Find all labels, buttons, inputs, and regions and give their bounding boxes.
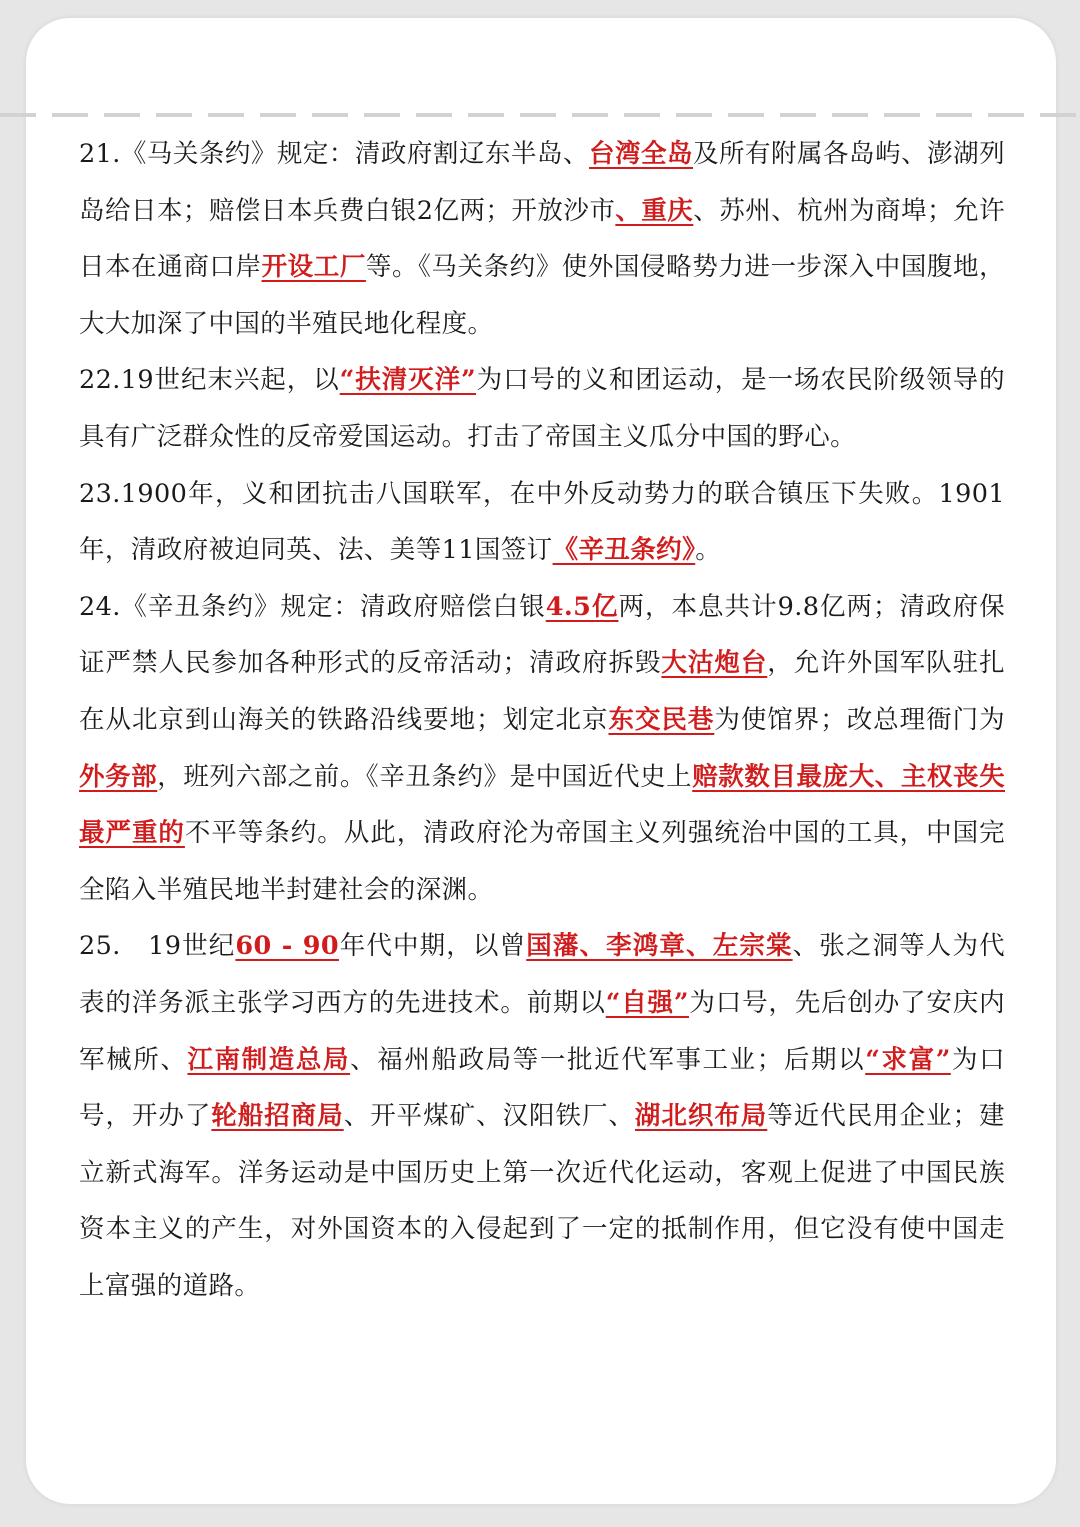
text-segment: 为口号的义和团运动，是一场农民阶级领导的具有广泛群众性的反帝爱国运动。打击了帝国主义瓜分中国的野心。 <box>79 365 1005 452</box>
text-segment: 23.1900年，义和团抗击八国联军，在中外反动势力的联合镇压下失败。1901 年，清政府被迫同英、法、美等11国签订 <box>79 478 1031 566</box>
text-segment: 为使馆界；改总理衙门为 <box>714 704 1005 735</box>
text-segment: 年代中期，以曾 <box>339 931 527 962</box>
text-segment: 21.《马关条约》规定：清政府割辽东半岛、 <box>79 139 589 169</box>
highlighted-term: 东交民巷 <box>608 704 715 735</box>
text-segment: ，允许外国军队驻扎在从北京到山海关的铁路沿线要地；划定北京 <box>79 648 1005 735</box>
text-segment: 等近代民用企业；建立新式海军。洋务运动是中国历史上第一次近代化运动，客观上促进了中国民族资本主义的产生，对外国资本的入侵起到了一定的抵制作用，但它没有使中国走上富强的道路。 <box>79 1101 1005 1301</box>
text-segment: 24.《辛丑条约》规定：清政府赔偿白银 <box>79 591 546 622</box>
text-segment: 22.19世纪末兴起，以 <box>79 365 340 396</box>
highlighted-term: 江南制造总局 <box>187 1044 351 1075</box>
highlighted-term: 国藩、李鸿章、左宗棠 <box>526 931 793 962</box>
text-segment: 不平等条约。从此，清政府沦为帝国主义列强统治中国的工具，中国完全陷入半殖民地半封建社会的深渊。 <box>79 818 1006 905</box>
highlighted-term: “求富” <box>865 1044 951 1075</box>
text-segment: 、福州船政局等一批近代军事工业；后期以 <box>350 1044 866 1075</box>
text-segment: 等。《马关条约》使外国侵略势力进一步深入中国腹地，大大加深了中国的半殖民地化程度。 <box>79 252 1005 339</box>
highlighted-term: 湖北织布局 <box>634 1101 768 1132</box>
text-segment: 两，本息共计9.8亿两；清政府保证严禁人民参加各种形式的反帝活动；清政府拆毁 <box>79 591 1005 679</box>
text-segment: ，班列六部之前。《辛丑条约》是中国近代史上 <box>157 761 693 792</box>
paragraph-23 <box>79 466 1031 579</box>
paragraph-24 <box>79 579 1005 919</box>
highlighted-term: 外务部 <box>79 761 158 792</box>
dashed-divider <box>0 113 1080 117</box>
text-segment: 为口号，先后创办了安庆内军械所、 <box>79 987 1005 1075</box>
highlighted-term: 开设工厂 <box>261 252 366 283</box>
text-segment: 25. 19世纪 <box>79 931 236 962</box>
paragraph-21 <box>79 126 1005 352</box>
paragraph-22 <box>79 352 1005 465</box>
highlighted-term: 、重庆 <box>615 195 694 226</box>
highlighted-term: 60 - 90 <box>235 931 339 962</box>
highlighted-term: 台湾全岛 <box>588 139 694 169</box>
text-segment: 、张之洞等人为代表的洋务派主张学习西方的先进技术。前期以 <box>79 931 1005 1018</box>
text-segment: 为口号，开办了 <box>79 1044 1006 1132</box>
highlighted-term: “扶清灭洋” <box>339 365 477 396</box>
text-segment: 、苏州、杭州为商埠；允许日本在通商口岸 <box>79 195 1005 283</box>
text-segment: 及所有附属各岛屿、澎湖列岛给日本；赔偿日本兵费白银2亿两；开放沙市 <box>79 139 1005 226</box>
highlighted-term: 轮船招商局 <box>211 1101 344 1132</box>
highlighted-term: 赔款数目最庞大、主权丧失最严重的 <box>79 761 1005 849</box>
text-segment: 。 <box>695 535 722 566</box>
highlighted-term: 4.5亿 <box>545 591 619 622</box>
text-segment: 、开平煤矿、汉阳铁厂、 <box>343 1101 635 1132</box>
highlighted-term: 《辛丑条约》 <box>552 535 696 566</box>
paragraph-25 <box>79 918 1005 1314</box>
highlighted-term: “自强” <box>605 987 689 1018</box>
document-body <box>79 126 1031 1314</box>
highlighted-term: 大沽炮台 <box>661 648 768 679</box>
